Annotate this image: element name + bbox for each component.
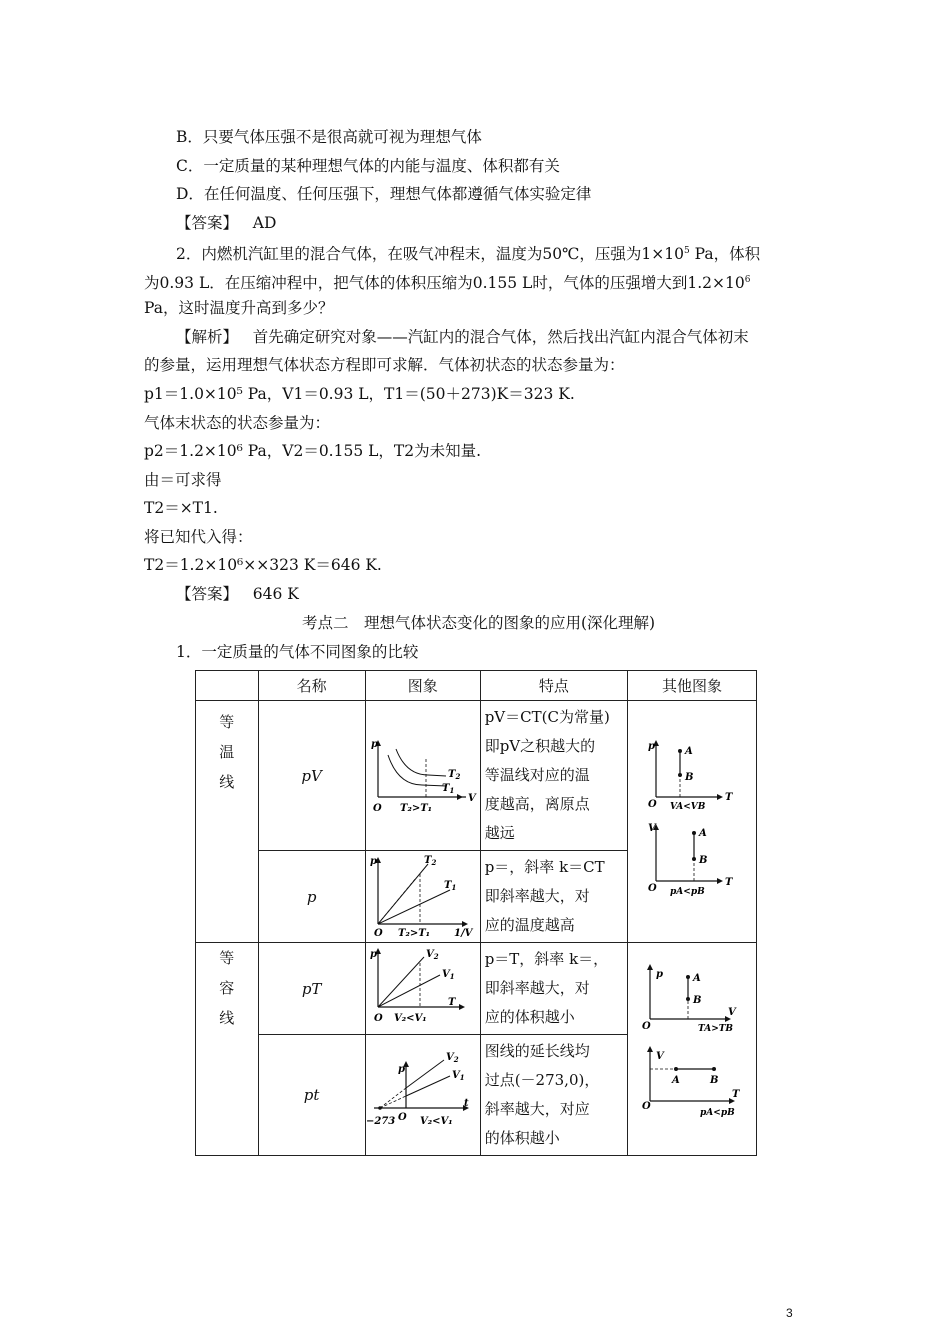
graph-cell	[365, 1035, 480, 1156]
analysis-line-8: 将已知代入得：	[144, 528, 253, 546]
category-isochoric: 等 容 线	[196, 943, 259, 1156]
svg-text:VA<VB: VA<VB	[669, 801, 706, 812]
pt-graph	[366, 945, 480, 1029]
category-isothermal: 等 温 线	[196, 701, 259, 943]
other-graphs-cell	[627, 943, 756, 1156]
svg-text:V1: $V_1$	[451, 1070, 465, 1082]
svg-text:O: O	[373, 927, 383, 938]
svg-text:B: B	[709, 1075, 719, 1086]
question-2-line-3: Pa，这时温度升高到多少？	[144, 299, 334, 317]
table-header: 特点	[480, 671, 627, 701]
svg-text:t: t	[463, 1098, 469, 1109]
svg-text:p: p	[369, 948, 377, 960]
svg-text:p: p	[647, 740, 655, 752]
svg-text:O: O	[373, 1012, 383, 1024]
svg-text:pA<pB: pA<pB	[669, 886, 705, 897]
svg-text:B: B	[684, 771, 694, 783]
svg-text:T1: $T_1$	[441, 782, 455, 795]
formula-t2: T2＝×T1.	[144, 499, 218, 517]
isothermal-other-graphs	[628, 705, 756, 935]
svg-text:T1: $T_1$	[443, 879, 457, 892]
table-row	[196, 943, 757, 1035]
pt-celsius-graph	[366, 1048, 480, 1138]
feature-text: 图线的延长线均 过点(－273,0)， 斜率越大，对应 的体积越小	[480, 1035, 627, 1156]
svg-text:−273: −273	[365, 1116, 395, 1127]
svg-text:V: V	[727, 1007, 736, 1018]
svg-text:O: O	[647, 798, 657, 810]
svg-text:A: A	[684, 745, 693, 757]
table-header: 其他图象	[627, 671, 756, 701]
answer-value: 646 K	[252, 585, 299, 603]
svg-text:O: O	[641, 1021, 651, 1032]
svg-text:A: A	[698, 827, 707, 839]
analysis-line-4: 气体末状态的状态参量为：	[144, 414, 331, 432]
option-d: D．在任何温度、任何压强下，理想气体都遵循气体实验定律	[176, 185, 592, 203]
svg-text:T₂>T₁: T₂>T₁	[399, 802, 432, 814]
svg-text:pA<pB: pA<pB	[699, 1108, 735, 1118]
analysis-line-2: 的参量，运用理想气体状态方程即可求解．气体初状态的状态参量为：	[144, 356, 625, 374]
feature-text: pV＝CT(C为常量) 即pV之积越大的 等温线对应的温 度越高，离原点 越远	[480, 701, 627, 851]
svg-text:V2: $V_2$	[445, 1052, 459, 1064]
pv-graph	[366, 729, 480, 819]
svg-text:V₂<V₁: V₂<V₁	[419, 1116, 453, 1127]
svg-text:p: p	[369, 855, 377, 867]
analysis-label: 【解析】	[176, 328, 239, 346]
svg-text:O: O	[372, 802, 382, 814]
section-title: 考点二 理想气体状态变化的图象的应用(深化理解)	[302, 614, 656, 632]
answer-value: AD	[252, 214, 277, 232]
answer-1	[176, 213, 276, 233]
answer-label: 【答案】	[176, 585, 239, 603]
subheading: 1．一定质量的气体不同图象的比较	[176, 643, 419, 661]
comparison-table	[195, 670, 757, 1156]
graph-cell	[365, 701, 480, 851]
feature-text: p＝，斜率 k＝CT 即斜率越大，对 应的温度越高	[480, 851, 627, 943]
other-graphs-cell	[627, 701, 756, 943]
analysis-line-6: 由＝可求得	[144, 471, 222, 489]
table-header: 图象	[365, 671, 480, 701]
question-2-line-1: 2．内燃机汽缸里的混合气体，在吸气冲程末，温度为50℃，压强为$1\times 10^5$ Pa，体积	[176, 245, 761, 264]
feature-text: p＝T，斜率 k＝， 即斜率越大，对 应的体积越小	[480, 943, 627, 1035]
answer-2	[176, 584, 299, 604]
result-t2: T2＝1.2×10⁶××323 K＝646 K.	[144, 556, 382, 574]
svg-text:T2: $T_2$	[423, 854, 437, 867]
table-header-row	[196, 671, 757, 701]
svg-text:T: T	[724, 791, 733, 803]
option-c: C．一定质量的某种理想气体的内能与温度、体积都有关	[176, 157, 560, 175]
option-b: B．只要气体压强不是很高就可视为理想气体	[176, 128, 482, 146]
svg-text:p: p	[397, 1064, 405, 1075]
table-header	[196, 671, 259, 701]
svg-text:T2: $T_2$	[447, 768, 461, 781]
graph-name: p	[258, 851, 365, 943]
svg-text:TA>TB: TA>TB	[697, 1024, 734, 1034]
svg-text:p: p	[655, 969, 663, 980]
table-header: 名称	[258, 671, 365, 701]
svg-text:V₂<V₁: V₂<V₁	[393, 1012, 427, 1024]
page-number: 3	[786, 1306, 793, 1320]
graph-name: pV	[258, 701, 365, 851]
svg-text:T₂>T₁: T₂>T₁	[397, 927, 430, 938]
svg-text:T: T	[731, 1089, 740, 1100]
p-1v-graph	[366, 852, 480, 938]
svg-text:V2: $V_2$	[425, 948, 439, 961]
svg-text:O: O	[397, 1112, 407, 1123]
svg-text:B: B	[692, 995, 702, 1006]
svg-text:T: T	[447, 996, 456, 1008]
state-1: p1＝1.0×10⁵ Pa，V1＝0.93 L，T1＝(50＋273)K＝323 K.	[144, 385, 575, 403]
table-row	[196, 701, 757, 851]
graph-name: pt	[258, 1035, 365, 1156]
graph-name: pT	[258, 943, 365, 1035]
svg-text:V: V	[647, 822, 656, 834]
svg-text:p: p	[370, 738, 378, 750]
answer-label: 【答案】	[176, 214, 239, 232]
svg-text:V: V	[655, 1051, 664, 1062]
svg-text:V1: $V_1$	[441, 968, 455, 981]
svg-text:V: V	[467, 792, 476, 804]
analysis-line-1: 【解析】 首先确定研究对象——汽缸内的混合气体，然后找出汽缸内混合气体初末	[176, 328, 749, 346]
graph-cell	[365, 851, 480, 943]
svg-text:B: B	[698, 854, 708, 866]
question-2-line-2: 为0.93 L．在压缩冲程中，把气体的体积压缩为0.155 L时，气体的压强增大到$1.2\times 10^6$	[144, 274, 751, 293]
svg-text:T: T	[724, 876, 733, 888]
isochoric-other-graphs	[628, 947, 756, 1147]
svg-text:O: O	[641, 1101, 651, 1112]
svg-text:O: O	[647, 882, 657, 894]
state-2: p2＝1.2×10⁶ Pa，V2＝0.155 L，T2为未知量.	[144, 442, 482, 460]
svg-text:A: A	[671, 1075, 680, 1086]
svg-text:1/V: 1/V	[453, 927, 473, 938]
svg-text:A: A	[692, 973, 701, 984]
graph-cell	[365, 943, 480, 1035]
